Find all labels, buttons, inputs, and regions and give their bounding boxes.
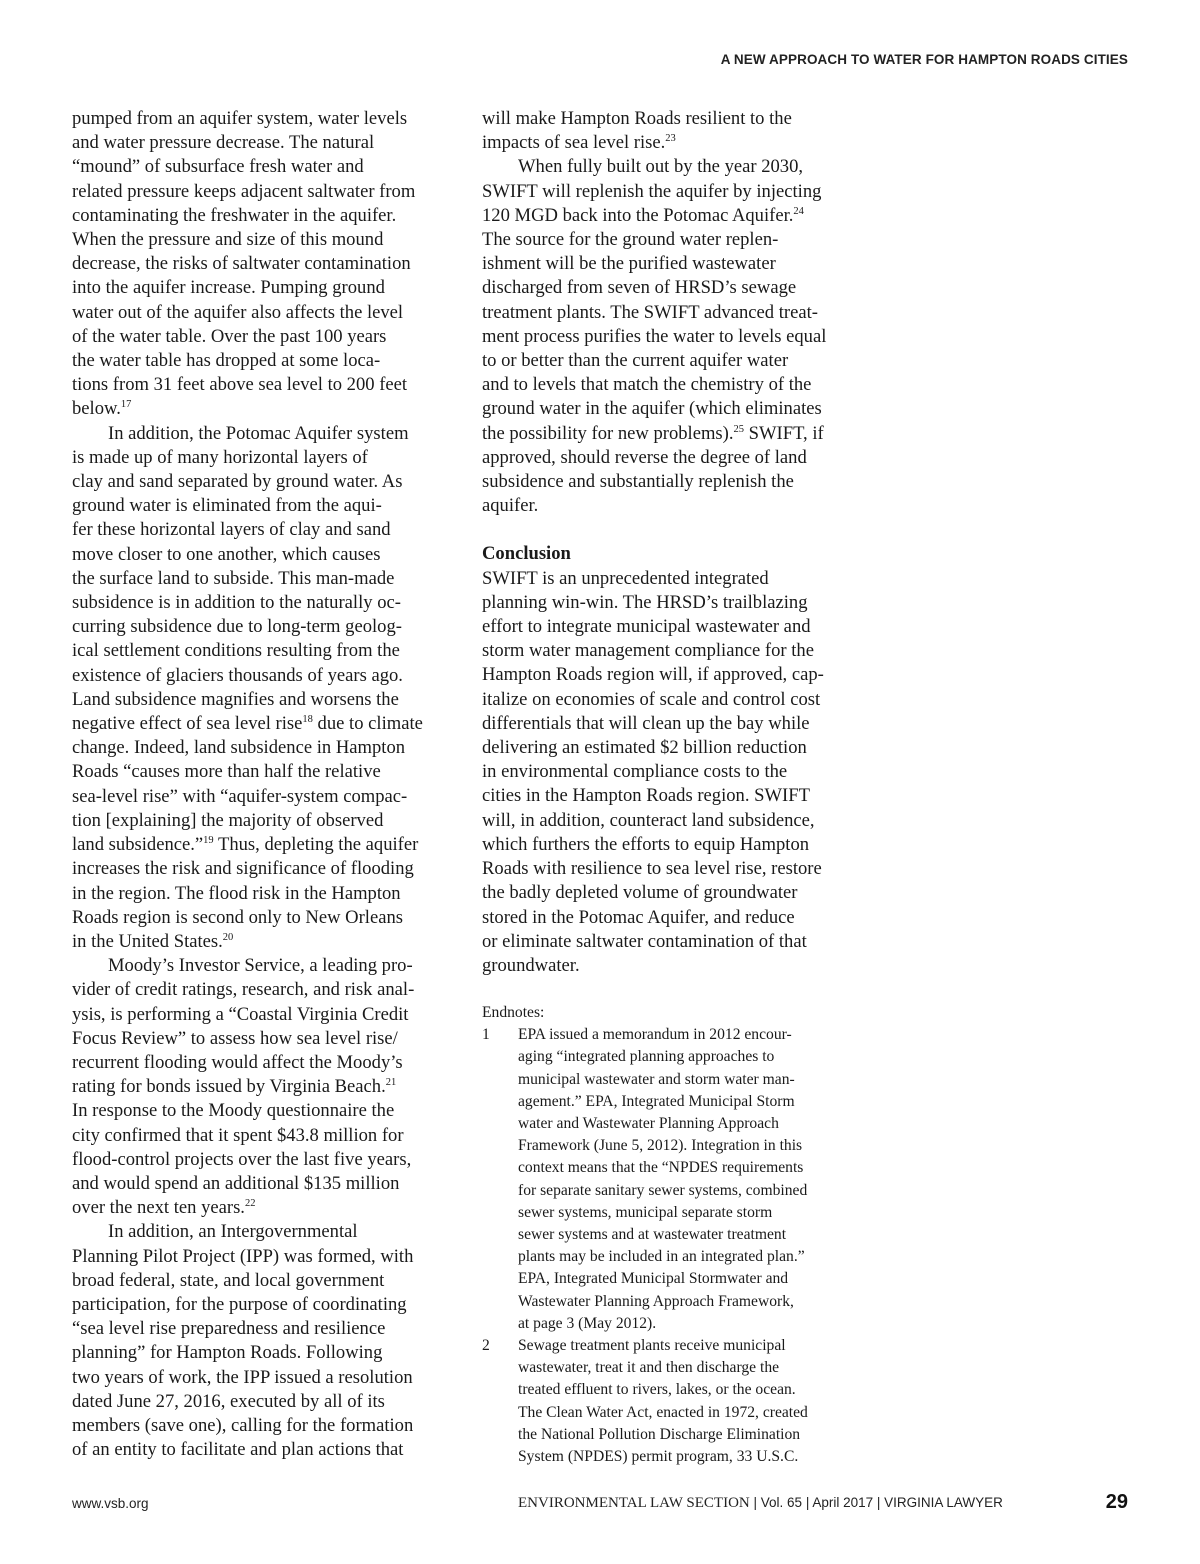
body-paragraph: In addition, the Potomac Aquifer system is made up of many horizontal layers of clay and sand separated by ground water. As ground water is eliminated from the aqui- fer these horizontal layers of clay and sand move closer to one another, which causes the surface land to subside. This man-made subsidence is in addition to the naturally oc- curring subsidence due to long-term geolog- ical settlement conditions resulting from the existence of glaciers thousands of years ago. Land subsidence magnifies and worsens the negative effect of sea level rise$^{18}$ due to climate change. Indeed, land subsidence in Hampton Roads “causes more than half the relative sea-level rise” with “aquifer-system compac- tion [explaining] the majority of observed land subsidence.”$^{19}$ Thus, depleting the aquifer increases the risk and significance of flooding in the region. The flood risk in the Hampton Roads region is second only to New Orleans in the United States.$^{20}$: [72, 422, 423, 952]
body-paragraph: Moody’s Investor Service, a leading pro- vider of credit ratings, research, and risk anal- ysis, is performing a “Coastal Virginia Credit Focus Review” to assess how sea level rise/ recurrent flooding would affect the Moody’s rating for bonds issued by Virginia Beach.$^{21}$ In response to the Moody questionnaire the city confirmed that it spent $43.8 million for flood-control projects over the last five years, and would spend an additional $135 million over the next ten years.$^{22}$: [72, 955, 415, 1219]
page-number: 29: [1105, 1491, 1128, 1513]
right-column: [482, 107, 858, 1468]
footnote-ref-18[interactable]: 18: [302, 714, 313, 726]
body-paragraph: SWIFT is an unprecedented integrated planning win-win. The HRSD’s trailblazing effort to integrate municipal wastewater and storm water management compliance for the Hampton Roads region will, if approved, cap- italize on economies of scale and control cost differentials that will clean up the bay while delivering an estimated $2 billion reduction in environmental compliance costs to the cities in the Hampton Roads region. SWIFT will, in addition, counteract land subsidence, which furthers the efforts to equip Hampton Roads with resilience to sea level rise, restore the badly depleted volume of groundwater stored in the Potomac Aquifer, and reduce or eliminate saltwater contamination of that groundwater.: [482, 567, 824, 976]
footnote-ref-17[interactable]: 17: [120, 399, 132, 411]
endnote-item: 2 Sewage treatment plants receive municipal wastewater, treat it and then discharge the treated effluent to rivers, lakes, or the ocean. The Clean Water Act, enacted in 1972, created the National Pollution Discharge Elimination System (NPDES) permit program, 33 U.S.C.: [482, 1336, 808, 1465]
page-footer: [72, 1491, 1128, 1524]
footnote-ref-21[interactable]: 21: [385, 1077, 397, 1089]
left-column: [72, 107, 452, 1462]
body-paragraph: pumped from an aquifer system, water levels and water pressure decrease. The natural “mound” of subsurface fresh water and related pressure keeps adjacent saltwater from contaminating the freshwater in the aquifer. When the pressure and size of this mound decrease, the risks of saltwater contamination into the aquifer increase. Pumping ground water out of the aquifer also affects the level of the water table. Over the past 100 years the water table has dropped at some loca- tions from 31 feet above sea level to 200 feet below.$^{17}$: [72, 108, 416, 420]
body-paragraph: In addition, an Intergovernmental Planning Pilot Project (IPP) was formed, with broad federal, state, and local government participation, for the purpose of coordinating “sea level rise preparedness and resilience planning” for Hampton Roads. Following two years of work, the IPP issued a resolution dated June 27, 2016, executed by all of its members (save one), calling for the formation of an entity to facilitate and plan actions that: [72, 1221, 414, 1461]
footnote-ref-22[interactable]: 22: [244, 1198, 256, 1210]
endnote-number: 2: [482, 1336, 490, 1354]
endnote-item: 1 EPA issued a memorandum in 2012 encour- aging “integrated planning approaches to municipal wastewater and storm water man- agement.” EPA, Integrated Municipal Storm water and Wastewater Planning Approach Framework (June 5, 2012). Integration in this context means that the “NPDES requirements for separate sanitary sewer systems, combined sewer systems, municipal separate storm sewer systems and at wastewater treatment plants may be included in an integrated plan.” EPA, Integrated Municipal Stormwater and Wastewater Planning Approach Framework, at page 3 (May 2012).: [482, 1026, 808, 1332]
section-heading-conclusion: Conclusion: [482, 543, 571, 565]
footer-section: ENVIRONMENTAL LAW SECTION: [518, 1495, 750, 1511]
footnote-ref-23[interactable]: 23: [665, 133, 676, 145]
footer-volume: Vol. 65: [760, 1495, 803, 1510]
footer-publication-info: ENVIRONMENTAL LAW SECTION | Vol. 65 | April 2017 | VIRGINIA LAWYER: [518, 1495, 1003, 1511]
endnote-number: 1: [482, 1026, 490, 1044]
endnotes-label: Endnotes:: [482, 1004, 545, 1022]
footer-publication: VIRGINIA LAWYER: [884, 1495, 1003, 1510]
footer-date: April 2017: [812, 1495, 874, 1510]
running-header: A NEW APPROACH TO WATER FOR HAMPTON ROADS CITIES: [720, 52, 1128, 67]
body-paragraph: When fully built out by the year 2030, SWIFT will replenish the aquifer by injecting 120 MGD back into the Potomac Aquifer.$^{24}$ The source for the ground water replen- ishment will be the purified wastewater discharged from seven of HRSD’s sewage treatment plants. The SWIFT advanced treat- ment process purifies the water to levels equal to or better than the current aquifer water and to levels that match the chemistry of the ground water in the aquifer (which eliminates the possibility for new problems).$^{25}$ SWIFT, if approved, should reverse the degree of land subsidence and substantially replenish the aquifer.: [482, 156, 827, 517]
body-paragraph: will make Hampton Roads resilient to the impacts of sea level rise.$^{23}$: [482, 108, 792, 154]
footnote-ref-20[interactable]: 20: [222, 931, 234, 943]
footer-url-link[interactable]: www.vsb.org: [72, 1496, 149, 1511]
footnote-ref-24[interactable]: 24: [793, 205, 804, 217]
footnote-ref-25[interactable]: 25: [733, 423, 744, 435]
footnote-ref-19[interactable]: 19: [203, 835, 214, 847]
